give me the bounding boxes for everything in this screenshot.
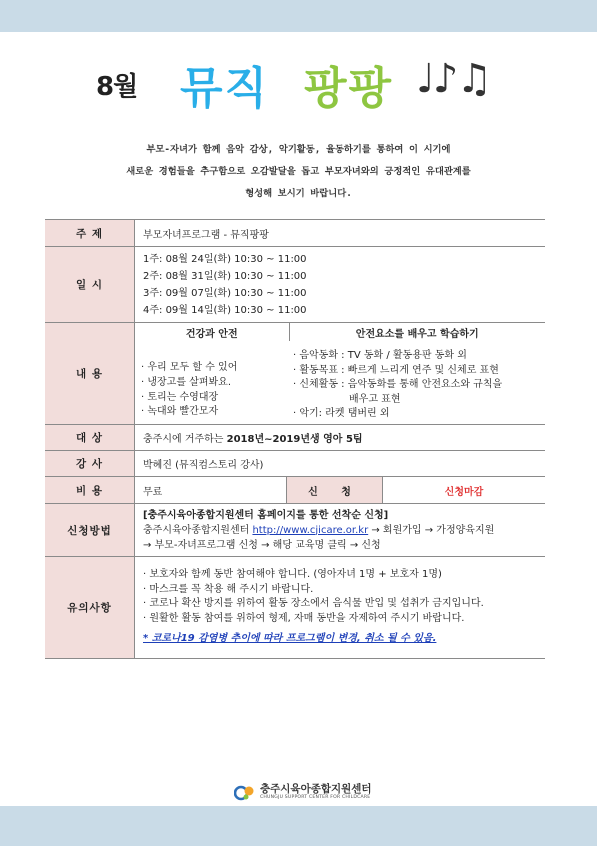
intro-line: 새로운 경험들을 추구함으로 오감발달을 돕고 부모자녀와의 긍정적인 유대관계를 [126, 166, 471, 177]
content-right-list [289, 341, 545, 424]
method-line [143, 523, 545, 538]
list-item: · 냉장고를 살펴봐요. [141, 376, 231, 388]
list-item: · 녹대와 빨간모자 [141, 406, 219, 418]
center-logo-icon [234, 781, 256, 803]
list-item: · 보호자와 함께 동반 참여해야 합니다. (영아자녀 1명 + 보호자 1명) [143, 569, 442, 581]
content-left-list [135, 341, 289, 424]
target-group: 2018년~2019년생 영아 5팀 [226, 434, 363, 445]
title-month: 8월 [96, 72, 138, 102]
target-value [135, 425, 546, 451]
method-line: [충주시육아종합지원센터 홈페이지를 통한 선착순 신청] [143, 509, 389, 521]
method-value [135, 504, 546, 557]
bottom-band [0, 806, 597, 846]
cost-label: 비 용 [45, 477, 135, 504]
title-music: 뮤직 [180, 63, 270, 114]
content-left-header: 건강과 안전 [135, 323, 289, 341]
schedule-item: 4주: 09월 14일(화) 10:30 ~ 11:00 [143, 304, 307, 316]
covid-notice: * 코로나19 감염병 추이에 따라 프로그램이 변경, 취소 될 수 있음. [143, 633, 437, 645]
intro-line: 형성해 보시기 바랍니다. [245, 188, 352, 199]
subject-value: 부모자녀프로그램 - 뮤직팡팡 [135, 220, 546, 247]
title-pangpang: 팡팡 [304, 63, 394, 114]
list-item: · 우리 모두 할 수 있어 [141, 362, 238, 374]
cost-value: 무료 [135, 477, 287, 504]
top-band [0, 0, 597, 32]
content-subtable [135, 323, 545, 424]
subject-label: 주 제 [45, 220, 135, 247]
list-item: · 토리는 수영대장 [141, 391, 219, 403]
schedule-list [135, 247, 546, 323]
schedule-item: 2주: 08월 31일(화) 10:30 ~ 11:00 [143, 270, 307, 282]
schedule-item: 1주: 08월 24일(화) 10:30 ~ 11:00 [143, 253, 307, 265]
content-right-header: 안전요소를 배우고 학습하기 [355, 328, 479, 340]
schedule-item: 3주: 09월 07일(화) 10:30 ~ 11:00 [143, 287, 307, 299]
center-name-english: CHUNGJU SUPPORT CENTER FOR CHILDCARE [260, 795, 371, 800]
instructor-label: 강 사 [45, 451, 135, 477]
method-prefix: 충주시육아종합지원센터 [143, 524, 253, 536]
target-label: 대 상 [45, 425, 135, 451]
content-label: 내 용 [45, 323, 135, 425]
method-line: → 부모-자녀프로그램 신청 → 해당 교육명 클릭 → 신청 [143, 539, 381, 551]
list-item: · 신체활동 : 음악동화를 통해 안전요소와 규칙을 [293, 379, 503, 391]
apply-status: 신청마감 [383, 477, 546, 504]
website-link[interactable]: http://www.cjicare.or.kr [252, 524, 369, 536]
method-label: 신청방법 [45, 504, 135, 557]
list-item: · 활동목표 : 빠르게 느리게 연주 및 신체로 표현 [293, 364, 499, 376]
page-title [0, 48, 597, 118]
center-name: 충주시육아종합지원센터 [260, 783, 372, 795]
list-item: · 음악동화 : TV 동화 / 활동용판 동화 외 [293, 350, 467, 362]
instructor-value: 박혜진 (뮤직컴스토리 강사) [135, 451, 546, 477]
program-info-table [45, 219, 545, 659]
list-item: · 원활한 활동 참여를 위하여 형제, 자매 동반을 자제하여 주시기 바랍니다. [143, 612, 465, 624]
method-suffix: → 회원가입 → 가정양육지원 [368, 524, 495, 536]
target-prefix: 충주시에 거주하는 [143, 434, 227, 445]
content-cell [135, 323, 546, 425]
list-item: · 코로나 확산 방지를 위하여 활동 장소에서 음식물 반입 및 섭취가 금지입니다. [143, 598, 484, 610]
music-notes-icon: ♩♪♫ [416, 56, 491, 102]
intro-text [60, 139, 537, 205]
list-item: · 마스크를 꼭 착용 해 주시기 바랍니다. [143, 583, 314, 595]
notes-label: 유의사항 [45, 557, 135, 659]
schedule-label: 일 시 [45, 247, 135, 323]
apply-label: 신 청 [287, 477, 383, 504]
notes-list [135, 557, 546, 659]
intro-line: 부모-자녀가 함께 음악 감상, 악기활동, 율동하기를 통하여 이 시기에 [146, 144, 451, 155]
list-item: · 악기: 라켓 탬버린 외 [293, 408, 390, 420]
list-item: 배우고 표현 [349, 393, 401, 405]
